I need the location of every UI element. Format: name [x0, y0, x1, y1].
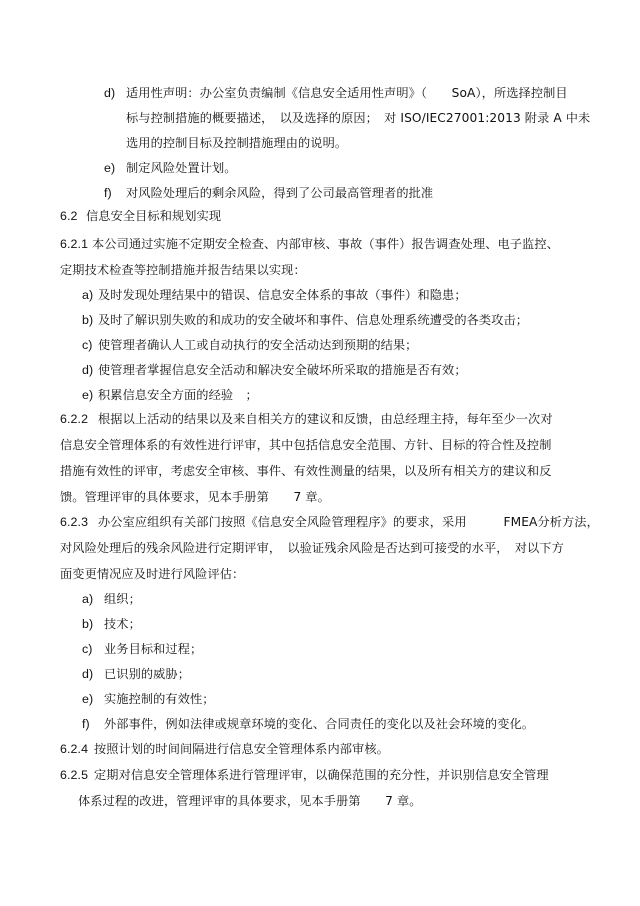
list-item	[82, 666, 190, 682]
list-item	[82, 337, 417, 353]
clause-number: 6.2.5	[60, 768, 89, 782]
clause-paragraph	[60, 236, 559, 252]
item-text: 对风险处理后的剩余风险，得到了公司最高管理者的批准	[126, 186, 434, 200]
item-label: b)	[82, 617, 94, 631]
item-label: c)	[82, 642, 93, 656]
item-text: 业务目标和过程；	[104, 642, 203, 656]
item-text: 使管理者确认人工或自动执行的安全活动达到预期的结果；	[98, 338, 418, 352]
list-item	[104, 185, 433, 201]
clause-text: 本公司通过实施不定期安全检查、内部审核、事故（事件）报告调查处理、电子监控、	[92, 237, 559, 251]
clause-continuation: 措施有效性的评审，考虑安全审核、事件、有效性测量的结果，以及所有相关方的建议和反	[60, 464, 552, 478]
list-item	[82, 616, 141, 632]
clause-paragraph	[60, 514, 599, 530]
item-label: f)	[82, 717, 90, 731]
item-text: 外部事件，例如法律或规章环境的变化、合同责任的变化以及社会环境的变化。	[104, 717, 535, 731]
item-label: e)	[82, 692, 94, 706]
item-label: a)	[82, 288, 94, 302]
item-text: 积累信息安全方面的经验 ；	[98, 388, 258, 402]
clause-number: 6.2.4	[60, 742, 89, 756]
item-label: e)	[104, 161, 116, 175]
clause-text: 根据以上活动的结果以及来自相关方的建议和反馈，由总经理主持，每年至少一次对	[98, 412, 553, 426]
item-text: 及时了解识别失败的和成功的安全破坏和事件、信息处理系统遭受的各类攻击；	[98, 313, 529, 327]
clause-text: 办公室应组织有关部门按照《信息安全风险管理程序》的要求，采用 FMEA分析方法，	[98, 515, 599, 529]
list-item	[104, 85, 568, 101]
clause-continuation: 定期技术检查等控制措施并报告结果以实现：	[60, 263, 306, 277]
clause-number: 6.2.2	[60, 412, 89, 426]
item-text: 使管理者掌握信息安全活动和解决安全破坏所采取的措施是否有效；	[98, 363, 467, 377]
clause-continuation: 馈。管理评审的具体要求，见本手册第 7 章。	[60, 490, 330, 504]
clause-text: 按照计划的时间间隔进行信息安全管理体系内部审核。	[94, 742, 389, 756]
item-label: f)	[104, 186, 112, 200]
item-continuation: 标与控制措施的概要描述， 以及选择的原因； 对 ISO/IEC27001:2013 附录 A 中未	[126, 111, 591, 125]
item-label: c)	[82, 338, 93, 352]
clause-paragraph	[60, 741, 389, 757]
list-item	[82, 691, 215, 707]
item-label: b)	[82, 313, 94, 327]
section-number: 6.2	[60, 209, 78, 223]
clause-text: 定期对信息安全管理体系进行管理评审，以确保范围的充分性，并识别信息安全管理	[94, 768, 549, 782]
list-item	[82, 641, 202, 657]
clause-number: 6.2.1	[60, 237, 89, 251]
clause-paragraph	[60, 767, 549, 783]
section-title: 信息安全目标和规划实现	[86, 209, 222, 223]
clause-number: 6.2.3	[60, 515, 89, 529]
list-item	[82, 287, 467, 303]
item-text: 已识别的威胁；	[104, 667, 191, 681]
item-text: 实施控制的有效性；	[104, 692, 215, 706]
item-continuation: 选用的控制目标及控制措施理由的说明。	[126, 136, 348, 150]
item-label: d)	[104, 86, 116, 100]
clause-continuation: 对风险处理后的残余风险进行定期评审， 以验证残余风险是否达到可接受的水平， 对以下方	[60, 541, 564, 555]
section-heading	[60, 208, 221, 224]
item-text: 及时发现处理结果中的错误、信息安全体系的事故（事件）和隐患；	[98, 288, 467, 302]
clause-paragraph	[60, 411, 553, 427]
list-item	[82, 362, 467, 378]
item-text: 适用性声明：办公室负责编制《信息安全适用性声明》（ SoA），所选择控制目	[126, 86, 568, 100]
clause-continuation: 体系过程的改进，管理评审的具体要求，见本手册第 7 章。	[78, 794, 422, 808]
item-text: 组织；	[104, 592, 141, 606]
item-label: d)	[82, 667, 94, 681]
list-item	[82, 716, 534, 732]
list-item	[82, 387, 258, 403]
list-item	[82, 591, 141, 607]
item-label: d)	[82, 363, 94, 377]
list-item	[104, 160, 237, 176]
item-label: e)	[82, 388, 94, 402]
list-item	[82, 312, 528, 328]
item-text: 技术；	[104, 617, 141, 631]
clause-continuation: 面变更情况应及时进行风险评估：	[60, 567, 245, 581]
clause-continuation: 信息安全管理体系的有效性进行评审，其中包括信息安全范围、方针、目标的符合性及控制	[60, 438, 552, 452]
item-text: 制定风险处置计划。	[126, 161, 237, 175]
item-label: a)	[82, 592, 94, 606]
